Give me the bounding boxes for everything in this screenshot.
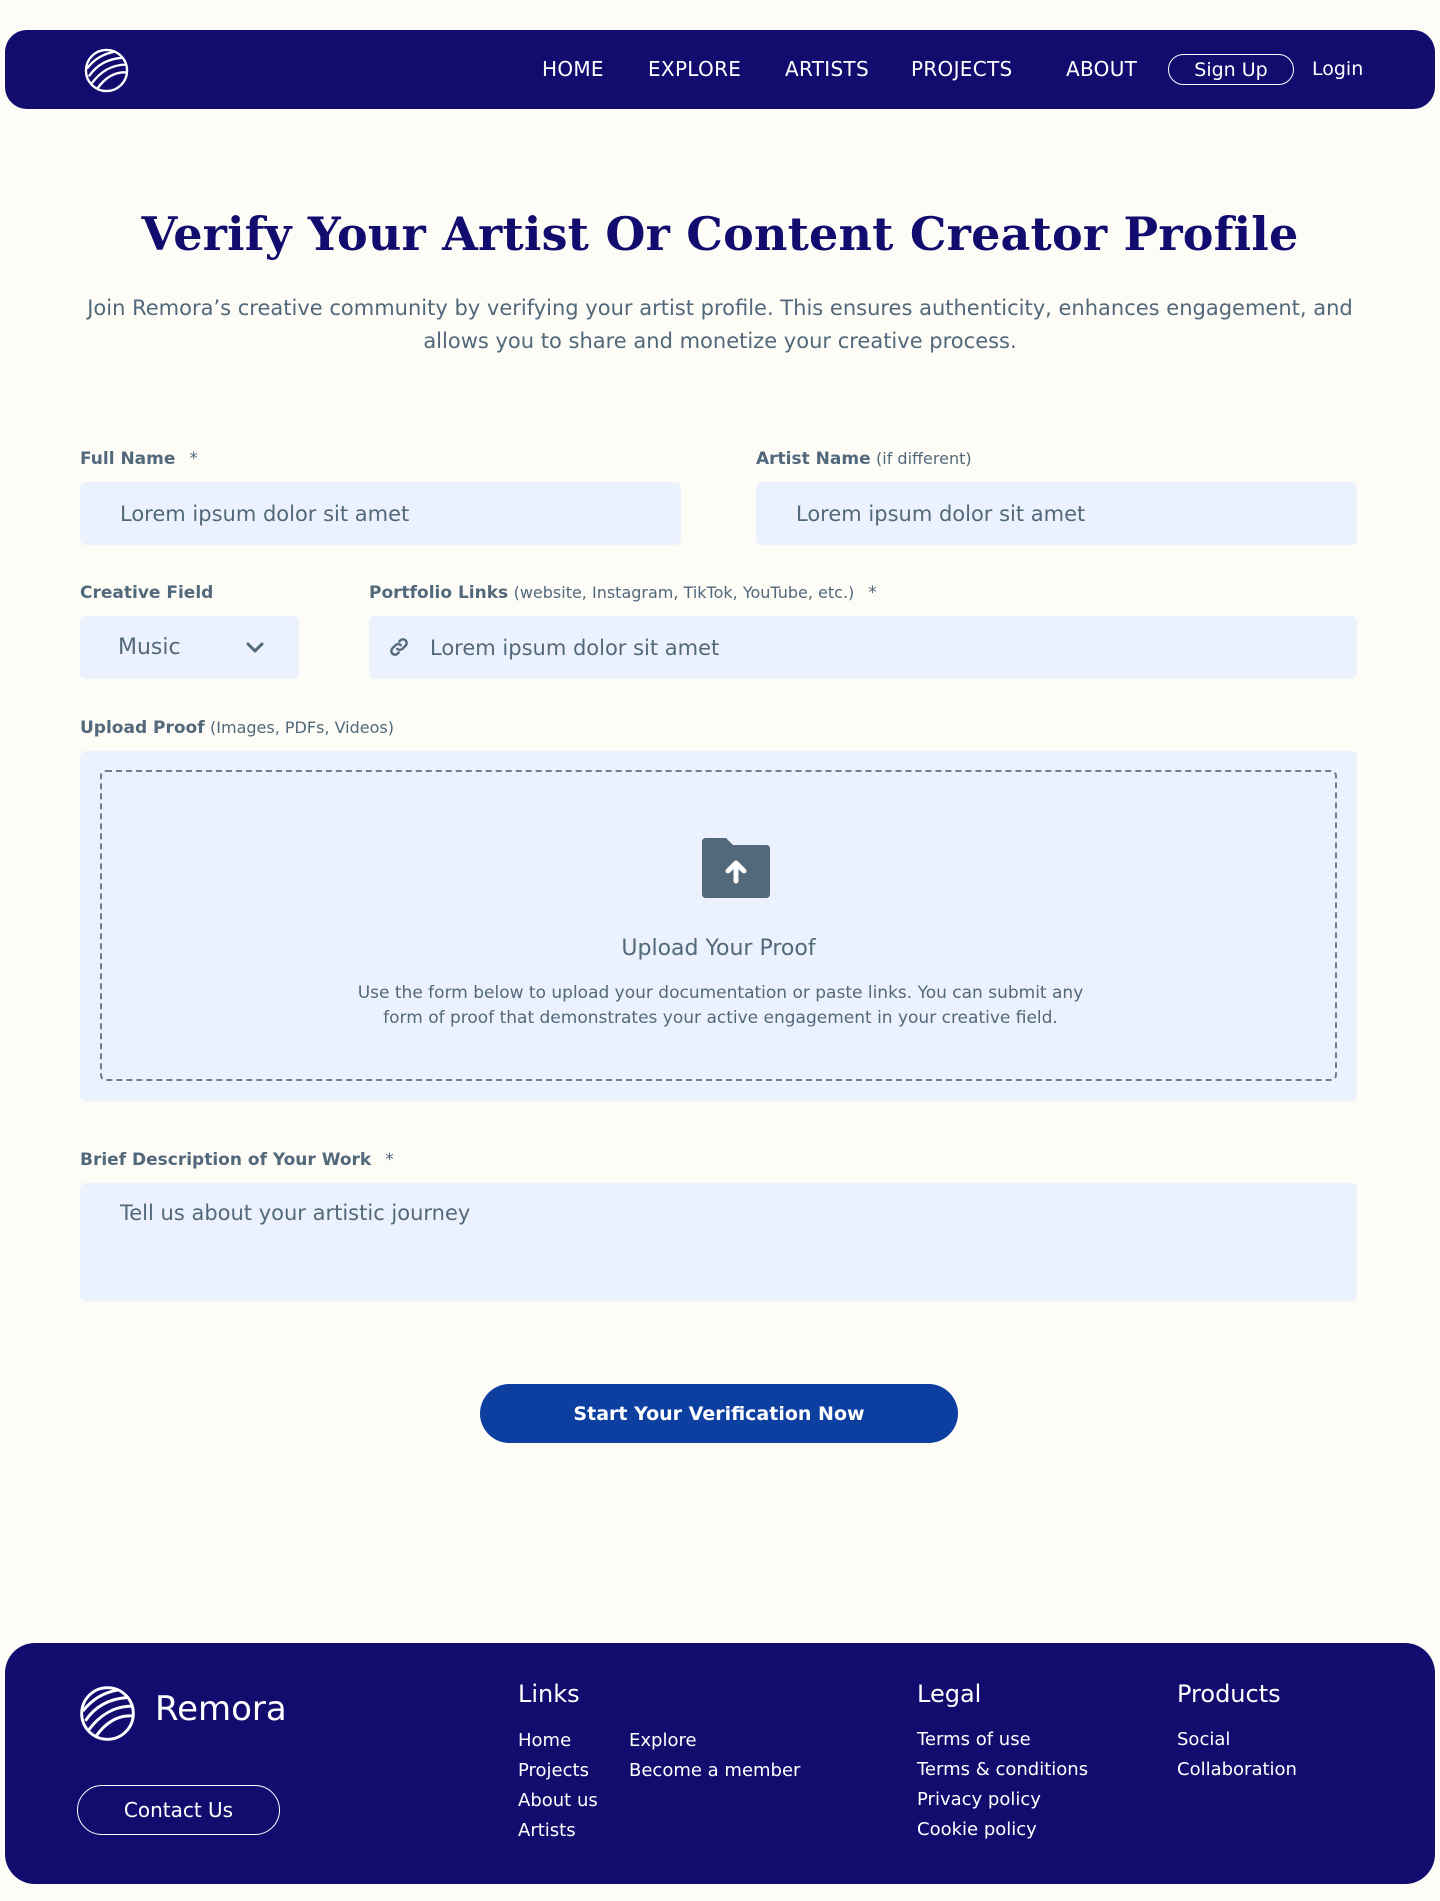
site-header: [5, 30, 1435, 109]
footer-link-collaboration[interactable]: Collaboration: [1177, 1759, 1297, 1780]
upload-description: Use the form below to upload your documentation or paste links. You can submit any form of proof that demonstrates your active engagement in your creative field.: [357, 983, 1084, 1028]
creative-field-select[interactable]: [80, 616, 299, 679]
link-icon: [388, 636, 410, 658]
folder-upload-icon: [698, 836, 774, 900]
contact-us-button[interactable]: Contact Us: [77, 1785, 280, 1835]
site-footer: [5, 1643, 1435, 1884]
start-verification-button[interactable]: Start Your Verification Now: [480, 1384, 958, 1443]
required-mark: *: [385, 1150, 394, 1170]
portfolio-links-input[interactable]: [369, 616, 1357, 679]
nav-about[interactable]: ABOUT: [1066, 57, 1138, 81]
upload-proof-label: [80, 718, 394, 738]
page-title: Verify Your Artist Or Content Creator Profile: [141, 207, 1299, 261]
required-mark: *: [868, 583, 877, 603]
page-subtitle: Join Remora’s creative community by verifying your artist profile. This ensures authenticity, enhances engagement, and allows you to share and monetize your creative process.: [87, 296, 1353, 353]
footer-link-artists[interactable]: Artists: [518, 1820, 576, 1841]
artist-name-hint: (if different): [876, 449, 972, 468]
upload-dropzone: [80, 751, 1357, 1101]
portfolio-hint: (website, Instagram, TikTok, YouTube, etc.): [513, 583, 855, 602]
creative-field-label: [80, 583, 213, 603]
full-name-label: [80, 449, 198, 469]
description-label: [80, 1150, 394, 1170]
footer-link-social[interactable]: Social: [1177, 1729, 1231, 1750]
footer-link-projects[interactable]: Projects: [518, 1760, 589, 1781]
nav-home[interactable]: HOME: [542, 57, 604, 81]
footer-link-explore[interactable]: Explore: [629, 1730, 697, 1751]
sign-up-button[interactable]: Sign Up: [1168, 54, 1294, 85]
upload-hint: (Images, PDFs, Videos): [210, 718, 394, 737]
footer-brand-name: Remora: [155, 1689, 287, 1729]
description-textarea[interactable]: [80, 1183, 1357, 1301]
nav-artists[interactable]: ARTISTS: [785, 57, 869, 81]
chevron-down-icon: [245, 638, 265, 658]
full-name-label-text: Full Name: [80, 449, 176, 469]
footer-link-privacy-policy[interactable]: Privacy policy: [917, 1789, 1041, 1810]
description-label-text: Brief Description of Your Work: [80, 1150, 372, 1170]
portfolio-label-text: Portfolio Links: [369, 583, 509, 603]
full-name-input[interactable]: [80, 482, 681, 545]
nav-explore[interactable]: EXPLORE: [648, 57, 742, 81]
footer-link-terms-of-use[interactable]: Terms of use: [917, 1729, 1031, 1750]
required-mark: *: [189, 449, 198, 469]
footer-link-become-member[interactable]: Become a member: [629, 1760, 801, 1781]
login-link[interactable]: Login: [1312, 58, 1364, 80]
artist-name-input[interactable]: [756, 482, 1357, 545]
footer-legal-heading: Legal: [917, 1680, 982, 1708]
upload-label-text: Upload Proof: [80, 718, 205, 738]
artist-name-label: [756, 449, 972, 469]
footer-products-heading: Products: [1177, 1680, 1281, 1708]
creative-field-value: Music: [118, 635, 181, 660]
footer-links-heading: Links: [518, 1680, 580, 1708]
footer-link-home[interactable]: Home: [518, 1730, 572, 1751]
footer-link-about-us[interactable]: About us: [518, 1790, 598, 1811]
remora-logo-icon[interactable]: [78, 1684, 137, 1743]
main-nav: [5, 30, 1435, 109]
footer-link-cookie-policy[interactable]: Cookie policy: [917, 1819, 1037, 1840]
artist-name-label-text: Artist Name: [756, 449, 871, 469]
nav-projects[interactable]: PROJECTS: [911, 57, 1013, 81]
upload-drop-area[interactable]: [100, 770, 1337, 1081]
upload-title: Upload Your Proof: [621, 936, 816, 961]
portfolio-links-label: [369, 583, 877, 603]
creative-field-label-text: Creative Field: [80, 583, 214, 603]
footer-link-terms-conditions[interactable]: Terms & conditions: [917, 1759, 1089, 1780]
